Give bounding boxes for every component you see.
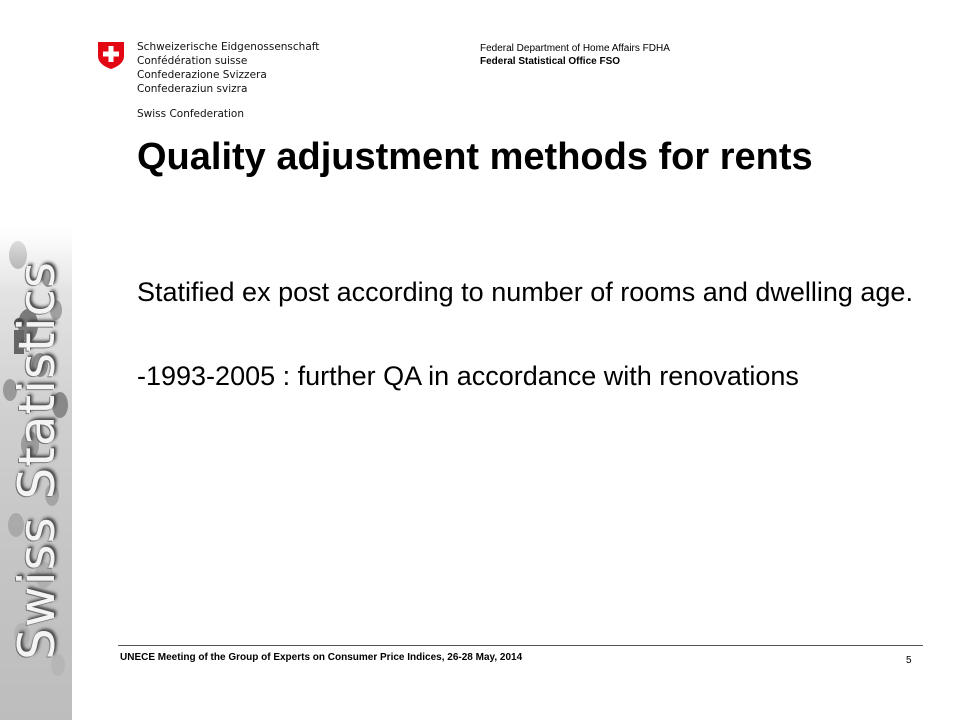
footer-event: UNECE Meeting of the Group of Experts on Consumer Price Indices, 26-28 May, 2014: [120, 652, 523, 663]
slide-title: Quality adjustment methods for rents: [137, 136, 813, 178]
swiss-cross-icon: [96, 40, 126, 70]
confederation-names: [137, 40, 319, 96]
department-name: Federal Department of Home Affairs FDHA: [480, 43, 670, 54]
body-paragraph: Statified ex post according to number of rooms and dwelling age.: [137, 277, 913, 307]
confederation-name-en: Swiss Confederation: [137, 108, 245, 120]
confederation-name-rm: Confederaziun svizra: [137, 83, 248, 95]
swiss-statistics-brand: Swiss Statistics: [8, 260, 66, 660]
body-paragraph: -1993-2005 : further QA in accordance with renovations: [137, 361, 799, 391]
office-name: Federal Statistical Office FSO: [480, 56, 621, 67]
footer-divider: [118, 645, 923, 646]
page-number: 5: [906, 655, 912, 666]
slide-body: [137, 272, 927, 396]
confederation-name-it: Confederazione Svizzera: [137, 69, 267, 81]
department-block: [480, 42, 670, 68]
confederation-name-de: Schweizerische Eidgenossenschaft: [137, 41, 320, 53]
confederation-name-fr: Confédération suisse: [137, 55, 248, 67]
